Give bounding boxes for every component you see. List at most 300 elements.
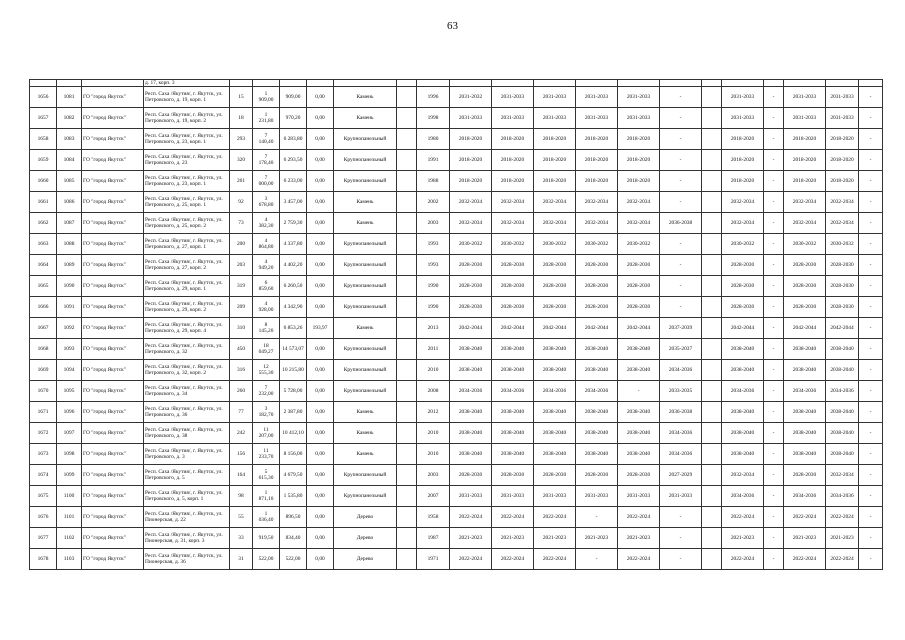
cell-number: 1676 bbox=[30, 507, 57, 528]
cell-period: 2031-2033 bbox=[784, 87, 826, 108]
cell-municipality: ГО "город Якутск" bbox=[82, 549, 144, 570]
cell-period: 2034-2036 bbox=[576, 381, 618, 402]
table-row bbox=[30, 423, 883, 444]
cell-address: Респ. Саха /Якутия/, г. Якутск, ул. Петровского, д. 32, корп. 2 bbox=[144, 360, 230, 381]
cell-wall-material: Камень bbox=[334, 444, 397, 465]
cell-period: 2028-2030 bbox=[534, 255, 576, 276]
cell-year-built: 2010 bbox=[417, 360, 450, 381]
cell-dash: - bbox=[764, 507, 784, 528]
cell-dash: - bbox=[764, 192, 784, 213]
cell-wall-material: Крупнопанельный bbox=[334, 360, 397, 381]
table-row bbox=[30, 108, 883, 129]
cell-period: 2022-2024 bbox=[534, 549, 576, 570]
cell-living-area: 4 679,50 bbox=[280, 465, 307, 486]
cell-period: 2034-2036 bbox=[492, 381, 534, 402]
cell-dash: - bbox=[859, 234, 883, 255]
cell-period: 2031-2033 bbox=[618, 486, 660, 507]
cell-living-area: 3 457,00 bbox=[280, 192, 307, 213]
cell-period: 2034-2036 bbox=[784, 486, 826, 507]
cell-dash: - bbox=[764, 444, 784, 465]
cell-total-area-thousands: 7 bbox=[264, 175, 268, 181]
cell-period: 2032-2034 bbox=[722, 213, 764, 234]
cell-period: 2038-2040 bbox=[492, 402, 534, 423]
cell-residents: 209 bbox=[230, 297, 253, 318]
cell-period: 2028-2030 bbox=[492, 276, 534, 297]
cell-nonliving-area: 193,97 bbox=[307, 318, 334, 339]
cell-year-built: 1958 bbox=[417, 507, 450, 528]
cell-living-area: 4 337,80 bbox=[280, 234, 307, 255]
page-number: 63 bbox=[447, 20, 458, 32]
cell-dash: - bbox=[859, 129, 883, 150]
cell-period: 2018-2020 bbox=[576, 129, 618, 150]
cell-empty bbox=[397, 528, 417, 549]
cell-period: 2038-2040 bbox=[450, 360, 492, 381]
cell-empty bbox=[397, 444, 417, 465]
cell-living-area: 8 156,00 bbox=[280, 444, 307, 465]
cell-period: 2038-2040 bbox=[534, 444, 576, 465]
cell-number: 1662 bbox=[30, 213, 57, 234]
cell-year-built: 2010 bbox=[417, 423, 450, 444]
cell-period: 2038-2040 bbox=[618, 423, 660, 444]
cell-period: 2038-2040 bbox=[722, 402, 764, 423]
cell-period: 2022-2024 bbox=[534, 507, 576, 528]
cell-period: 2021-2023 bbox=[618, 528, 660, 549]
cell-period: 2038-2040 bbox=[826, 444, 859, 465]
cell-number: 1668 bbox=[30, 339, 57, 360]
cell-dash: - bbox=[764, 423, 784, 444]
cell-address: Респ. Саха /Якутия/, г. Якутск, ул. Петровского, д. 25, корп. 2 bbox=[144, 213, 230, 234]
cell-period: 2028-2030 bbox=[784, 255, 826, 276]
cell-wall-material: Крупнопанельный bbox=[334, 276, 397, 297]
cell-period: 2031-2033 bbox=[492, 486, 534, 507]
cell-period: 2018-2020 bbox=[618, 171, 660, 192]
cell-total-area-units: 928,00 bbox=[258, 307, 274, 314]
cell-period: 2028-2030 bbox=[722, 276, 764, 297]
table-row bbox=[30, 87, 883, 108]
cell-address: Респ. Саха /Якутия/, г. Якутск, ул. Петровского, д. 5, корп. 1 bbox=[144, 486, 230, 507]
cell-period: - bbox=[660, 528, 702, 549]
cell-empty bbox=[702, 402, 722, 423]
cell-total-area bbox=[253, 129, 280, 150]
cell-total-area-thousands: 11 bbox=[263, 427, 269, 433]
cell-period: 2018-2020 bbox=[826, 150, 859, 171]
cell-period: 2038-2040 bbox=[826, 339, 859, 360]
cell-period: - bbox=[660, 549, 702, 570]
cell-dash: - bbox=[859, 213, 883, 234]
cell-address: Респ. Саха /Якутия/, г. Якутск, ул. Петровского, д. 3 bbox=[144, 444, 230, 465]
cell-period: 2021-2023 bbox=[826, 528, 859, 549]
cell-id: 1094 bbox=[57, 360, 82, 381]
table-row bbox=[30, 171, 883, 192]
cell-period: 2022-2024 bbox=[450, 549, 492, 570]
cell-number: 1660 bbox=[30, 171, 57, 192]
cell-empty bbox=[702, 129, 722, 150]
cell-empty bbox=[702, 255, 722, 276]
cell-period: 2018-2020 bbox=[450, 171, 492, 192]
cell-total-area-thousands: 1 bbox=[264, 490, 268, 496]
cell-period: 2032-2034 bbox=[826, 465, 859, 486]
cell-wall-material: Крупнопанельный bbox=[334, 486, 397, 507]
cell-year-built: 1988 bbox=[417, 171, 450, 192]
cell-address: Респ. Саха /Якутия/, г. Якутск, ул. Петровского, д. 5 bbox=[144, 465, 230, 486]
cell-dash: - bbox=[859, 339, 883, 360]
cell-dash: - bbox=[764, 255, 784, 276]
cell-living-area: 6 853,26 bbox=[280, 318, 307, 339]
cell-period: 2018-2020 bbox=[450, 150, 492, 171]
cell-residents: 77 bbox=[230, 402, 253, 423]
cell-nonliving-area: 0,00 bbox=[307, 402, 334, 423]
cell-municipality: ГО "город Якутск" bbox=[82, 444, 144, 465]
cell-period: 2018-2020 bbox=[576, 150, 618, 171]
cell-nonliving-area: 0,00 bbox=[307, 297, 334, 318]
cell-empty bbox=[397, 192, 417, 213]
cell-empty bbox=[397, 150, 417, 171]
cell-empty bbox=[397, 486, 417, 507]
cell-total-area bbox=[253, 381, 280, 402]
cell-municipality: ГО "город Якутск" bbox=[82, 381, 144, 402]
cell-period: 2018-2020 bbox=[534, 171, 576, 192]
cell-nonliving-area: 0,00 bbox=[307, 87, 334, 108]
cell-number: 1678 bbox=[30, 549, 57, 570]
cell-year-built: 1998 bbox=[417, 108, 450, 129]
cell-total-area-thousands: 4 bbox=[264, 301, 268, 307]
cell-residents: 261 bbox=[230, 171, 253, 192]
cell-period: - bbox=[660, 171, 702, 192]
cell-address: Респ. Саха /Якутия/, г. Якутск, ул. Петровского, д. 38 bbox=[144, 423, 230, 444]
cell-living-area: 6 260,50 bbox=[280, 276, 307, 297]
cell-period: - bbox=[660, 234, 702, 255]
cell-total-area-thousands: 12 bbox=[263, 364, 269, 370]
cell-year-built: 2007 bbox=[417, 486, 450, 507]
cell-period: 2034-2036 bbox=[450, 381, 492, 402]
cell-period: 2038-2040 bbox=[618, 360, 660, 381]
cell-number: 1661 bbox=[30, 192, 57, 213]
cell-total-area bbox=[253, 234, 280, 255]
cell-period: 2038-2040 bbox=[492, 444, 534, 465]
cell-residents: 98 bbox=[230, 486, 253, 507]
cell-municipality: ГО "город Якутск" bbox=[82, 108, 144, 129]
cell-total-area bbox=[253, 297, 280, 318]
cell-period: 2028-2030 bbox=[534, 276, 576, 297]
cell-living-area: 834,40 bbox=[280, 528, 307, 549]
cell-dash: - bbox=[764, 87, 784, 108]
table-row-fragment bbox=[30, 80, 883, 87]
cell-period: 2036-2038 bbox=[660, 402, 702, 423]
cell-nonliving-area: 0,00 bbox=[307, 108, 334, 129]
cell-dash: - bbox=[764, 318, 784, 339]
cell-living-area: 522,00 bbox=[280, 549, 307, 570]
cell-dash: - bbox=[764, 486, 784, 507]
cell-period: 2018-2020 bbox=[492, 171, 534, 192]
cell-dash: - bbox=[764, 129, 784, 150]
cell-dash: - bbox=[764, 339, 784, 360]
cell-period: 2031-2033 bbox=[826, 87, 859, 108]
cell-id: 1084 bbox=[57, 150, 82, 171]
cell-residents: 164 bbox=[230, 465, 253, 486]
cell-empty bbox=[702, 108, 722, 129]
table-row bbox=[30, 528, 883, 549]
cell-dash: - bbox=[859, 318, 883, 339]
cell-period: 2038-2040 bbox=[492, 423, 534, 444]
cell-empty bbox=[702, 486, 722, 507]
cell-period: 2028-2030 bbox=[826, 276, 859, 297]
cell-period: 2022-2024 bbox=[722, 507, 764, 528]
cell-total-area bbox=[253, 402, 280, 423]
cell-residents: 92 bbox=[230, 192, 253, 213]
table-row bbox=[30, 318, 883, 339]
cell-period: 2021-2023 bbox=[576, 528, 618, 549]
cell-period: 2037-2039 bbox=[660, 318, 702, 339]
cell-year-built: 2008 bbox=[417, 381, 450, 402]
cell-wall-material: Камень bbox=[334, 318, 397, 339]
cell-period: 2032-2034 bbox=[492, 192, 534, 213]
cell-number: 1669 bbox=[30, 360, 57, 381]
table-row bbox=[30, 339, 883, 360]
cell-total-area-units: 871,10 bbox=[258, 496, 274, 503]
cell-year-built: 1980 bbox=[417, 129, 450, 150]
cell-address: Респ. Саха /Якутия/, г. Якутск, ул. Пионерская, д. 31, корп. 3 bbox=[144, 528, 230, 549]
cell-period: 2042-2044 bbox=[618, 318, 660, 339]
cell-period: - bbox=[576, 549, 618, 570]
cell-wall-material: Дерево bbox=[334, 549, 397, 570]
cell-id: 1090 bbox=[57, 276, 82, 297]
cell-empty bbox=[397, 360, 417, 381]
cell-period: 2028-2030 bbox=[722, 297, 764, 318]
cell-total-area-thousands: 3 bbox=[264, 196, 268, 202]
cell-address: Респ. Саха /Якутия/, г. Якутск, ул. Пионерская, д. 22 bbox=[144, 507, 230, 528]
table-row bbox=[30, 465, 883, 486]
cell-number: 1677 bbox=[30, 528, 57, 549]
cell-wall-material: Крупнопанельный bbox=[334, 234, 397, 255]
cell-municipality: ГО "город Якутск" bbox=[82, 339, 144, 360]
cell-total-area bbox=[253, 507, 280, 528]
cell-year-built: 2012 bbox=[417, 402, 450, 423]
cell-address: Респ. Саха /Якутия/, г. Якутск, ул. Петровского, д. 36 bbox=[144, 402, 230, 423]
cell-municipality: ГО "город Якутск" bbox=[82, 234, 144, 255]
cell-period: 2018-2020 bbox=[618, 129, 660, 150]
cell-period: 2028-2030 bbox=[492, 297, 534, 318]
cell-id: 1082 bbox=[57, 108, 82, 129]
cell-address: Респ. Саха /Якутия/, г. Якутск, ул. Петровского, д. 27, корп. 1 bbox=[144, 234, 230, 255]
cell-period: 2032-2034 bbox=[618, 192, 660, 213]
cell-wall-material: Камень bbox=[334, 402, 397, 423]
cell-period: 2032-2034 bbox=[534, 213, 576, 234]
cell-address: Респ. Саха /Якутия/, г. Якутск, ул. Петровского, д. 32 bbox=[144, 339, 230, 360]
cell-total-area-units: 207,00 bbox=[258, 433, 274, 440]
cell-period: 2018-2020 bbox=[618, 150, 660, 171]
cell-wall-material: Крупнопанельный bbox=[334, 255, 397, 276]
cell-period: 2038-2040 bbox=[784, 339, 826, 360]
cell-number: 1675 bbox=[30, 486, 57, 507]
cell-nonliving-area: 0,00 bbox=[307, 171, 334, 192]
cell-address: Респ. Саха /Якутия/, г. Якутск, ул. Петровского, д. 29, корп. 4 bbox=[144, 318, 230, 339]
cell-period: 2034-2036 bbox=[826, 381, 859, 402]
cell-total-area-thousands: 18 bbox=[263, 343, 269, 349]
cell-year-built: 1993 bbox=[417, 255, 450, 276]
cell-period: 2030-2032 bbox=[784, 234, 826, 255]
cell-total-area-units: 231,80 bbox=[258, 118, 274, 125]
cell-total-area-units: 678,80 bbox=[258, 202, 274, 209]
cell-nonliving-area: 0,00 bbox=[307, 444, 334, 465]
cell-dash: - bbox=[859, 486, 883, 507]
cell-period: 2028-2030 bbox=[618, 255, 660, 276]
cell-period: 2018-2020 bbox=[492, 129, 534, 150]
cell-number: 1663 bbox=[30, 234, 57, 255]
cell-dash: - bbox=[859, 549, 883, 570]
cell-nonliving-area: 0,00 bbox=[307, 507, 334, 528]
cell-nonliving-area: 0,00 bbox=[307, 360, 334, 381]
cell-id: 1088 bbox=[57, 234, 82, 255]
cell-nonliving-area: 0,00 bbox=[307, 381, 334, 402]
cell-address: Респ. Саха /Якутия/, г. Якутск, ул. Петровского, д. 19, корп. 1 bbox=[144, 87, 230, 108]
cell-period: 2022-2024 bbox=[450, 507, 492, 528]
cell-period: 2032-2034 bbox=[534, 192, 576, 213]
cell-period: 2034-2036 bbox=[660, 423, 702, 444]
cell-period: - bbox=[660, 276, 702, 297]
cell-period: 2042-2044 bbox=[492, 318, 534, 339]
cell-dash: - bbox=[859, 360, 883, 381]
cell-total-area-units: 182,70 bbox=[258, 412, 274, 419]
cell-total-area-thousands: 3 bbox=[264, 406, 268, 412]
cell-period: 2038-2040 bbox=[534, 402, 576, 423]
table-row bbox=[30, 129, 883, 150]
cell-period: 2034-2036 bbox=[660, 444, 702, 465]
cell-total-area-units: 178,40 bbox=[258, 160, 274, 167]
cell-period: 2038-2040 bbox=[826, 360, 859, 381]
cell-empty bbox=[702, 381, 722, 402]
cell-period: 2031-2033 bbox=[722, 87, 764, 108]
cell-dash: - bbox=[764, 381, 784, 402]
cell-dash: - bbox=[764, 171, 784, 192]
housing-table bbox=[29, 79, 882, 570]
cell-empty bbox=[702, 465, 722, 486]
cell-number: 1659 bbox=[30, 150, 57, 171]
cell-id: 1089 bbox=[57, 255, 82, 276]
cell-residents: 73 bbox=[230, 213, 253, 234]
cell-period: 2030-2032 bbox=[450, 234, 492, 255]
cell-period: - bbox=[618, 381, 660, 402]
cell-total-area bbox=[253, 423, 280, 444]
cell-living-area: 970,20 bbox=[280, 108, 307, 129]
cell-empty bbox=[702, 171, 722, 192]
cell-wall-material: Камень bbox=[334, 213, 397, 234]
table-row bbox=[30, 255, 883, 276]
cell-id: 1087 bbox=[57, 213, 82, 234]
cell-period: 2042-2044 bbox=[450, 318, 492, 339]
cell-number: 1658 bbox=[30, 129, 57, 150]
cell-period: 2018-2020 bbox=[826, 129, 859, 150]
cell-empty bbox=[397, 297, 417, 318]
cell-period: 2028-2030 bbox=[784, 297, 826, 318]
cell-period: 2028-2030 bbox=[618, 297, 660, 318]
cell-residents: 242 bbox=[230, 423, 253, 444]
cell-total-area-thousands: 11 bbox=[263, 448, 269, 454]
cell-municipality: ГО "город Якутск" bbox=[82, 423, 144, 444]
cell-period: - bbox=[660, 87, 702, 108]
cell-period: 2032-2034 bbox=[722, 192, 764, 213]
cell-period: 2042-2044 bbox=[576, 318, 618, 339]
cell-dash: - bbox=[764, 465, 784, 486]
cell-period: 2032-2034 bbox=[450, 192, 492, 213]
cell-period: 2031-2033 bbox=[618, 108, 660, 129]
cell-period: 2033-2035 bbox=[660, 381, 702, 402]
cell-wall-material: Камень bbox=[334, 423, 397, 444]
cell-period: 2038-2040 bbox=[576, 423, 618, 444]
cell-residents: 450 bbox=[230, 339, 253, 360]
cell-period: 2027-2029 bbox=[660, 465, 702, 486]
cell-empty bbox=[397, 234, 417, 255]
cell-total-area-units: 140,40 bbox=[258, 139, 274, 146]
cell-empty bbox=[397, 507, 417, 528]
cell-period: 2038-2040 bbox=[492, 339, 534, 360]
cell-period: - bbox=[660, 507, 702, 528]
cell-year-built: 2002 bbox=[417, 192, 450, 213]
cell-period: 2038-2040 bbox=[618, 339, 660, 360]
cell-period: 2018-2020 bbox=[722, 129, 764, 150]
cell-year-built: 2003 bbox=[417, 213, 450, 234]
cell-dash: - bbox=[764, 528, 784, 549]
cell-id: 1091 bbox=[57, 297, 82, 318]
cell-period: 2038-2040 bbox=[784, 423, 826, 444]
cell-period: 2038-2040 bbox=[576, 339, 618, 360]
cell-nonliving-area: 0,00 bbox=[307, 465, 334, 486]
cell-period: 2030-2032 bbox=[534, 234, 576, 255]
cell-dash: - bbox=[859, 528, 883, 549]
cell-period: 2038-2040 bbox=[826, 423, 859, 444]
cell-municipality: ГО "город Якутск" bbox=[82, 255, 144, 276]
cell-empty bbox=[397, 276, 417, 297]
cell-dash: - bbox=[859, 381, 883, 402]
cell-period: 2031-2033 bbox=[722, 108, 764, 129]
cell-id: 1103 bbox=[57, 549, 82, 570]
cell-number: 1657 bbox=[30, 108, 57, 129]
cell-total-area-units: 859,60 bbox=[258, 286, 274, 293]
cell-total-area-units: 145,20 bbox=[258, 328, 274, 335]
cell-period: 2028-2030 bbox=[450, 276, 492, 297]
cell-living-area: 6 233,00 bbox=[280, 171, 307, 192]
cell-year-built: 1990 bbox=[417, 276, 450, 297]
table-row bbox=[30, 234, 883, 255]
cell-year-built: 2011 bbox=[417, 339, 450, 360]
cell-period: - bbox=[660, 297, 702, 318]
cell-period: 2021-2023 bbox=[534, 528, 576, 549]
cell-total-area bbox=[253, 150, 280, 171]
cell-empty bbox=[702, 234, 722, 255]
cell-residents: 320 bbox=[230, 150, 253, 171]
table-row bbox=[30, 276, 883, 297]
cell-period: 2018-2020 bbox=[450, 129, 492, 150]
cell-empty bbox=[397, 255, 417, 276]
cell-total-area-units: 864,80 bbox=[258, 244, 274, 251]
cell-empty bbox=[702, 192, 722, 213]
cell-period: 2038-2040 bbox=[534, 360, 576, 381]
cell-period: 2022-2024 bbox=[492, 507, 534, 528]
cell-period: 2038-2040 bbox=[722, 423, 764, 444]
table-row bbox=[30, 297, 883, 318]
cell-id: 1085 bbox=[57, 171, 82, 192]
cell-period: 2031-2033 bbox=[576, 87, 618, 108]
cell-id: 1101 bbox=[57, 507, 82, 528]
cell-residents: 203 bbox=[230, 255, 253, 276]
cell-period: 2032-2034 bbox=[576, 213, 618, 234]
cell-period: 2028-2030 bbox=[826, 255, 859, 276]
cell-period: 2034-2036 bbox=[660, 360, 702, 381]
cell-period: 2028-2030 bbox=[450, 465, 492, 486]
cell-residents: 319 bbox=[230, 276, 253, 297]
table-row bbox=[30, 507, 883, 528]
cell-total-area-thousands: 7 bbox=[264, 133, 268, 139]
cell-period: 2032-2034 bbox=[784, 213, 826, 234]
